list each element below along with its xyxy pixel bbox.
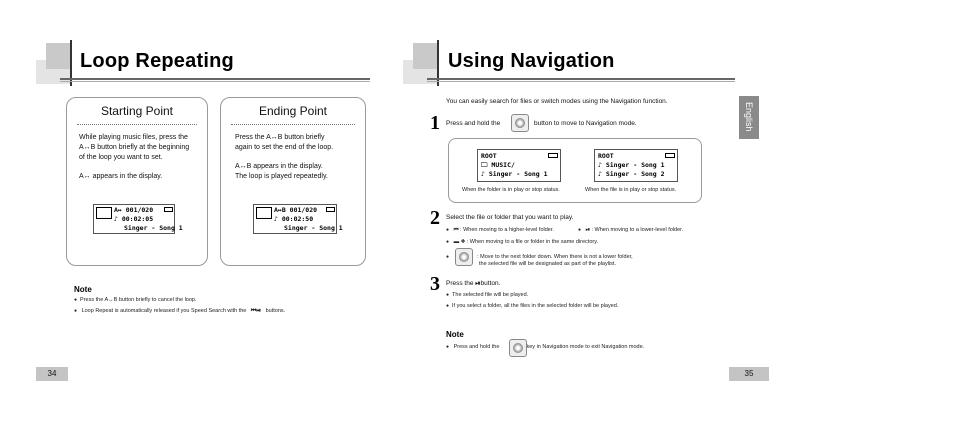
- step-2-bullet-1: [446, 226, 554, 234]
- lcd-line-2-text: MUSIC/: [491, 161, 515, 169]
- lcd-line-1: A↔B 001/020: [274, 206, 318, 214]
- step-2-b1a: : When moving to a higher-level folder.: [460, 227, 554, 233]
- divider: [231, 124, 355, 125]
- left-note-title: Note: [74, 285, 92, 294]
- step-3-text-b: button.: [480, 280, 501, 287]
- lcd-line-3: [481, 170, 548, 178]
- minus-plus-icon: ▬ ✚: [453, 239, 466, 245]
- right-note-text-a: Press and hold the: [453, 344, 500, 350]
- lcd-line-2: [598, 161, 665, 169]
- page-number-right: 35: [729, 367, 769, 381]
- ending-point-box: [220, 97, 366, 266]
- lcd-line-3-text: Singer - Song 1: [488, 170, 548, 178]
- right-note-title: Note: [446, 330, 464, 339]
- play-pause-icon: ⏯​: [475, 280, 481, 287]
- step-2-b3b: the selected file will be designated as part of the playlist.: [479, 261, 616, 267]
- step-2-text: Select the file or folder that you want to play.: [446, 214, 574, 221]
- skip-buttons-icon: ⏮⏯: [250, 308, 262, 314]
- next-skip-icon: ⏯: [585, 227, 590, 233]
- step-1-number: 1: [430, 112, 440, 134]
- ending-point-title: Ending Point: [258, 104, 328, 118]
- music-file-icon: ♪: [481, 170, 485, 178]
- english-tab-label: English: [744, 102, 754, 132]
- step-3-item-1: [446, 291, 528, 299]
- step-3-item-2: [446, 302, 618, 310]
- folder-icon: 🗀: [481, 161, 488, 169]
- ending-lcd-display: [253, 204, 343, 234]
- lcd-line-2: ♪ 00:02:50: [274, 215, 314, 223]
- lcd-line-2-text: Singer - Song 1: [605, 161, 665, 169]
- step-3-item-2-text: If you select a folder, all the files in the selected folder will be played.: [452, 303, 619, 309]
- step-3-number: 3: [430, 273, 440, 295]
- intro-text: You can easily search for files or switch modes using the Navigation function.: [446, 98, 668, 105]
- step-3-text-a: Press the: [446, 280, 474, 287]
- page-title-loop-repeating: Loop Repeating: [80, 50, 234, 72]
- battery-icon: [326, 207, 335, 212]
- mode-indicator-icon: [256, 207, 272, 219]
- starting-line-1: While playing music files, press the: [79, 134, 188, 141]
- step-1-text-a: Press and hold the: [446, 120, 501, 127]
- step-2-bullet-1b: [578, 226, 683, 234]
- lcd-line-3-text: Singer - Song 2: [605, 170, 665, 178]
- step-3-text: [446, 280, 500, 288]
- starting-line-3: of the loop you want to set.: [79, 154, 163, 161]
- battery-icon: [548, 153, 558, 158]
- ending-line-1: Press the A↔B button briefly: [235, 134, 325, 141]
- step-2-b2: : When moving to a file or folder in the same directory.: [466, 239, 599, 245]
- lcd-line-3: Singer - Song 1: [124, 224, 183, 232]
- lcd-line-1: A↔ 001/020: [114, 206, 154, 214]
- lcd-line-2: [481, 161, 515, 169]
- starting-lcd-display: [93, 204, 183, 234]
- step-1-text-b: button to move to Navigation mode.: [534, 120, 637, 127]
- navigation-joystick-icon: [511, 114, 529, 132]
- caption-folder: When the folder is in play or stop status.: [462, 187, 560, 193]
- step-3-item-1-text: The selected file will be played.: [452, 292, 529, 298]
- music-file-icon: ♪: [598, 170, 602, 178]
- left-note-text-2: Loop Repeat is automatically released if you Speed Search with the: [81, 308, 247, 314]
- right-note-text-b: key in Navigation mode to exit Navigation mode.: [526, 344, 645, 350]
- ending-line-2: again to set the end of the loop.: [235, 144, 334, 151]
- folder-lcd-display: [477, 149, 561, 182]
- music-file-icon: ♪: [598, 161, 602, 169]
- navigation-joystick-icon: [509, 339, 527, 357]
- step-1-display-box: [448, 138, 702, 203]
- left-note-text-1: Press the A↔B button briefly to cancel the loop.: [80, 297, 197, 303]
- step-2-bullet-2: [446, 238, 598, 246]
- caption-file: When the file is in play or stop status.: [585, 187, 677, 193]
- left-note-item-2: [74, 307, 285, 315]
- right-note-item: [446, 343, 644, 351]
- left-note-text-3: buttons.: [265, 308, 286, 314]
- lcd-line-1: ROOT: [598, 152, 614, 160]
- page-number-left: 34: [36, 367, 68, 381]
- step-2-b3a: : Move to the next folder down. When there is not a lower folder,: [477, 254, 633, 260]
- lcd-line-1: ROOT: [481, 152, 497, 160]
- starting-appears: A↔ appears in the display.: [79, 173, 163, 180]
- prev-skip-icon: ⏮: [453, 227, 459, 233]
- ending-appears-2: The loop is played repeatedly.: [235, 173, 328, 180]
- divider: [77, 124, 197, 125]
- navigation-joystick-icon: [455, 248, 473, 266]
- page-title-using-navigation: Using Navigation: [448, 50, 615, 72]
- starting-point-title: Starting Point: [100, 104, 174, 118]
- battery-icon: [665, 153, 675, 158]
- file-lcd-display: [594, 149, 678, 182]
- lcd-line-3: [598, 170, 665, 178]
- step-2-b1b: : When moving to a lower-level folder.: [591, 227, 684, 233]
- mode-indicator-icon: [96, 207, 112, 219]
- english-language-tab: [739, 96, 759, 139]
- ending-appears-1: A↔B appears in the display.: [235, 163, 323, 170]
- battery-icon: [164, 207, 173, 212]
- starting-point-box: [66, 97, 208, 266]
- left-note-item-1: [74, 296, 197, 304]
- lcd-line-2: ♪ 00:02:05: [114, 215, 154, 223]
- lcd-line-3: Singer - Song 1: [284, 224, 343, 232]
- starting-line-2: A↔B button briefly at the beginning: [79, 144, 190, 151]
- step-2-number: 2: [430, 207, 440, 229]
